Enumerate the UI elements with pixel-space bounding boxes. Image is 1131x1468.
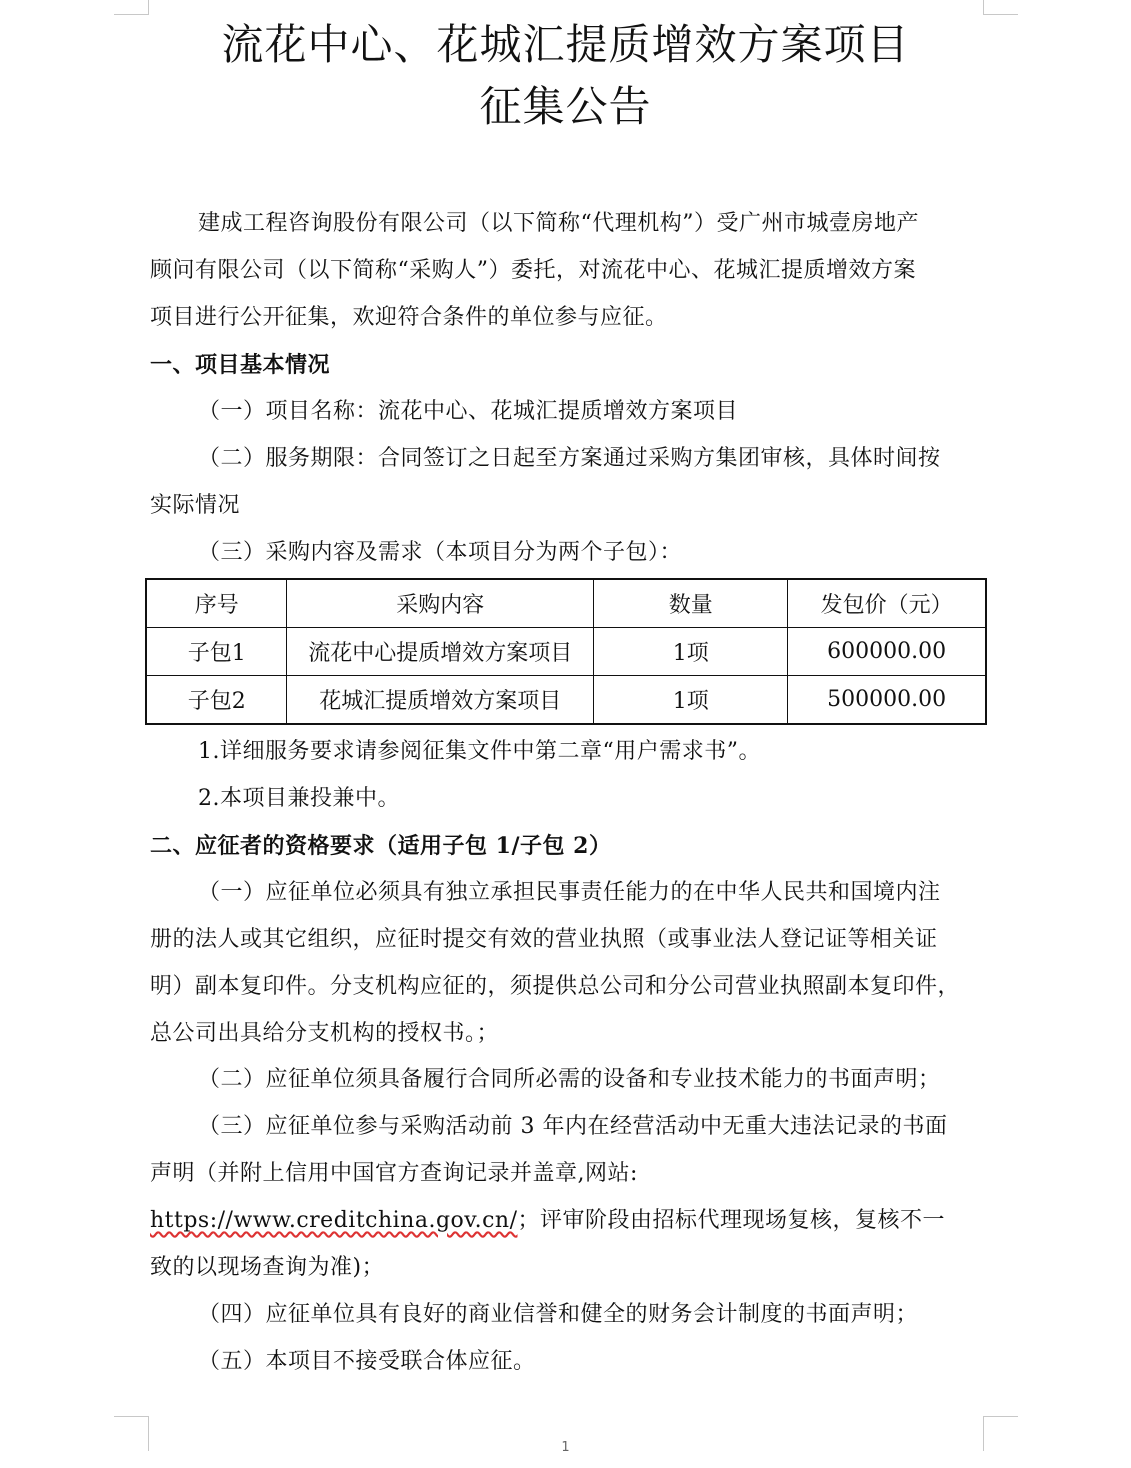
table-cell: 子包1 (146, 628, 287, 676)
document-title-line1: 流花中心、花城汇提质增效方案项目 (221, 20, 910, 69)
table-cell: 子包2 (146, 676, 287, 725)
page-number: 1 (561, 1440, 570, 1455)
qualification-1-line1: （一）应征单位必须具有独立承担民事责任能力的在中华人民共和国境内注 (198, 880, 941, 905)
section1-item3: （三）采购内容及需求（本项目分为两个子包）： (198, 540, 683, 565)
qualification-3-line4: 致的以现场查询为准)； (150, 1255, 385, 1280)
qualification-4: （四）应征单位具有良好的商业信誉和健全的财务会计制度的书面声明； (198, 1302, 919, 1327)
table-cell: 500000.00 (788, 676, 986, 725)
table-cell: 600000.00 (788, 628, 986, 676)
section1-item2-line2: 实际情况 (150, 493, 241, 518)
table-row (146, 628, 986, 676)
document-title-line2: 征集公告 (479, 82, 652, 131)
table-header-cell: 序号 (146, 579, 287, 628)
section1-item1: （一）项目名称：流花中心、花城汇提质增效方案项目 (198, 399, 739, 424)
qualification-5: （五）本项目不接受联合体应征。 (198, 1349, 536, 1374)
margin-mark-top-right (983, 0, 1018, 15)
table-header-row (146, 579, 986, 628)
table-cell: 花城汇提质增效方案项目 (287, 676, 594, 725)
section1-heading: 一、项目基本情况 (150, 352, 331, 378)
qualification-3-line2: 声明（并附上信用中国官方查询记录并盖章,网站: (150, 1161, 638, 1186)
intro-line-2: 顾问有限公司（以下简称“采购人”）委托，对流花中心、花城汇提质增效方案 (150, 258, 916, 283)
margin-mark-top-left (114, 0, 149, 15)
table-header-cell: 采购内容 (287, 579, 594, 628)
note-2: 2.本项目兼投兼中。 (198, 786, 400, 811)
note-1: 1.详细服务要求请参阅征集文件中第二章“用户需求书”。 (198, 739, 761, 764)
qualification-3-line1: （三）应征单位参与采购活动前 3 年内在经营活动中无重大违法记录的书面 (198, 1114, 948, 1139)
qualification-1-line4: 总公司出具给分支机构的授权书。； (150, 1021, 500, 1046)
table-cell: 1项 (594, 628, 788, 676)
intro-line-1: 建成工程咨询股份有限公司（以下简称“代理机构”）受广州市城壹房地产 (198, 211, 919, 236)
table-header-cell: 发包价（元） (788, 579, 986, 628)
section2-heading: 二、应征者的资格要求（适用子包 1/子包 2） (150, 833, 612, 859)
procurement-table (145, 578, 987, 725)
creditchina-link[interactable]: https://www.creditchina.gov.cn/ (150, 1208, 518, 1233)
qualification-1-line3: 明）副本复印件。分支机构应征的，须提供总公司和分公司营业执照副本复印件， (150, 974, 961, 999)
qualification-3-line3 (150, 1207, 985, 1235)
qualification-2: （二）应征单位须具备履行合同所必需的设备和专业技术能力的书面声明； (198, 1067, 941, 1092)
qualification-1-line2: 册的法人或其它组织，应征时提交有效的营业执照（或事业法人登记证等相关证 (150, 927, 938, 952)
table-cell: 流花中心提质增效方案项目 (287, 628, 594, 676)
intro-line-3: 项目进行公开征集，欢迎符合条件的单位参与应征。 (150, 305, 668, 330)
section1-item2-line1: （二）服务期限：合同签订之日起至方案通过采购方集团审核，具体时间按 (198, 446, 941, 471)
qualification-3-line3-text: ；评审阶段由招标代理现场复核，复核不一 (517, 1208, 946, 1233)
table-header-cell: 数量 (594, 579, 788, 628)
table-row (146, 676, 986, 725)
table-cell: 1项 (594, 676, 788, 725)
